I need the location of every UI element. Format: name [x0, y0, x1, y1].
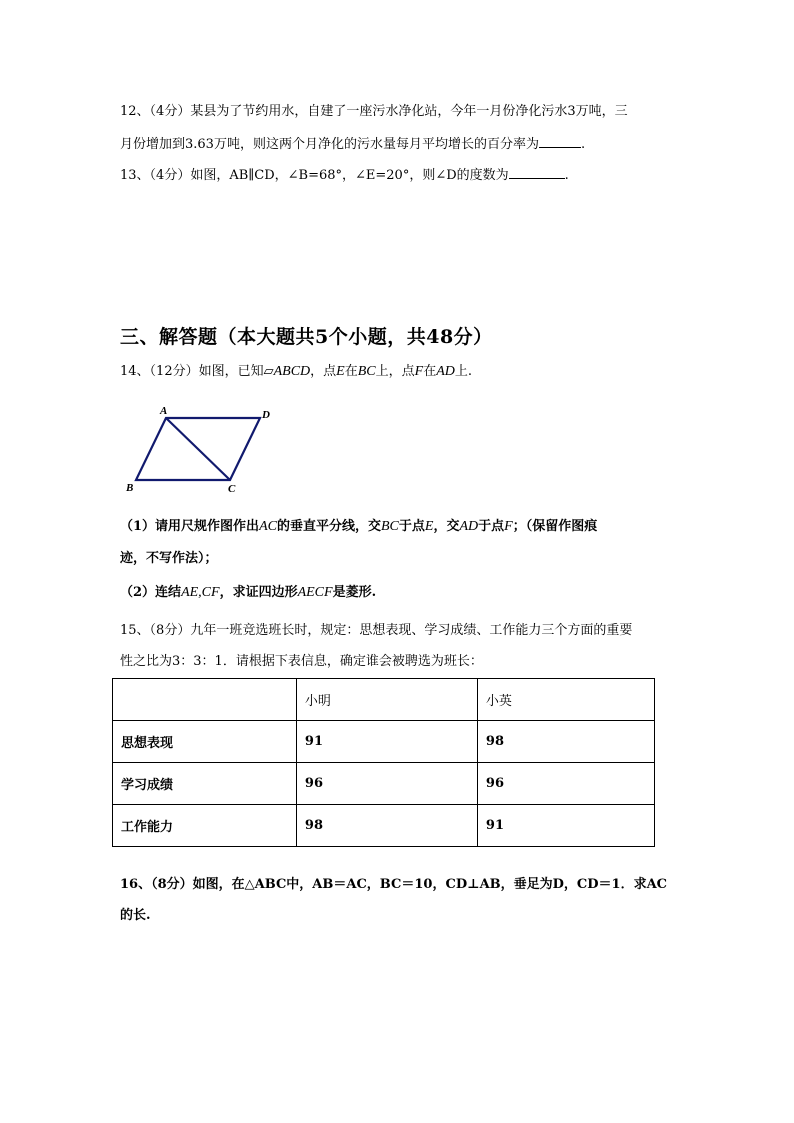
q14-point-e: E — [336, 364, 345, 379]
label-b: B — [126, 482, 134, 494]
q14-part1-line1 — [120, 517, 597, 537]
parallelogram-svg — [120, 400, 290, 500]
q14-segment-ad: AD — [436, 364, 455, 379]
table-row — [113, 805, 655, 847]
table-header-row — [113, 679, 655, 721]
table-cell: 96 — [296, 763, 477, 805]
label-a: A — [160, 405, 168, 417]
q13-end: . — [564, 168, 569, 183]
q15-line1: 15、（8分）九年一班竞选班长时，规定：思想表现、学习成绩、工作能力三个方面的重要 — [120, 623, 633, 638]
table-cell: 98 — [296, 805, 477, 847]
q13-text: 13、（4分）如图，AB∥CD，∠B=68°，∠E=20°，则∠D的度数为 — [120, 168, 509, 183]
table-row — [113, 721, 655, 763]
q14-part1-t3: 于点 — [398, 519, 425, 534]
label-c: C — [228, 483, 236, 495]
q14-mid4: 在 — [423, 364, 437, 379]
q14-part1-t2: 的垂直平分线，交 — [276, 519, 381, 534]
q14-part1-t1: 请用尺规作图作出 — [155, 519, 260, 534]
table-header-cell: 小明 — [296, 679, 477, 721]
q14-part1-e: E — [424, 519, 434, 534]
q14-part1-ad: AD — [459, 519, 479, 534]
q14-part2-t2: ，求证四边形 — [219, 585, 298, 600]
q14-part2-aecf: AECF — [297, 585, 333, 600]
parallelogram-figure — [120, 400, 290, 504]
diagonal-ac — [166, 418, 230, 480]
q14-part2-t1: 连结 — [155, 585, 182, 600]
q12-line2 — [120, 133, 585, 155]
score-table — [112, 678, 655, 847]
q13-line — [120, 164, 569, 186]
q14-part1-t4: ，交 — [433, 519, 460, 534]
table-cell: 91 — [296, 721, 477, 763]
q14-part2-num: （2） — [120, 585, 156, 600]
q14-mid2: 在 — [344, 364, 358, 379]
q15-line2: 性之比为3：3：1．请根据下表信息，确定谁会被聘选为班长： — [120, 654, 483, 669]
table-cell: 思想表现 — [113, 721, 297, 763]
q12-line1: 12、（4分）某县为了节约用水，自建了一座污水净化站，今年一月份净化污水3万吨，三 — [120, 104, 628, 119]
q14-part1-t6: ；（保留作图痕 — [512, 519, 598, 534]
table-cell: 91 — [477, 805, 654, 847]
table-row — [113, 763, 655, 805]
table-header-cell — [113, 679, 297, 721]
parallelogram-symbol: ▱ — [263, 364, 274, 379]
q14-part1-t5: 于点 — [478, 519, 505, 534]
table-cell: 工作能力 — [113, 805, 297, 847]
q14-part1-num: （1） — [120, 519, 156, 534]
table-cell: 98 — [477, 721, 654, 763]
q16-line1: 16、（8分）如图，在△ABC中，AB＝AC，BC＝10，CD⊥AB，垂足为D，CD＝1．求AC — [120, 877, 668, 892]
table-cell: 学习成绩 — [113, 763, 297, 805]
q12-answer-blank[interactable] — [539, 133, 581, 148]
label-d: D — [262, 409, 270, 421]
q13-answer-blank[interactable] — [509, 164, 565, 179]
q14-prefix: 14、（12分）如图，已知 — [120, 364, 264, 379]
q16-line2: 的长. — [120, 908, 151, 923]
q14-part1-f: F — [504, 519, 513, 534]
q14-segment-bc: BC — [357, 364, 376, 379]
section-heading: 三、解答题（本大题共5个小题，共48分） — [120, 326, 493, 348]
q14-mid1: ，点 — [310, 364, 337, 379]
table-header-cell: 小英 — [477, 679, 654, 721]
q12-line2-text: 月份增加到3.63万吨，则这两个月净化的污水量每月平均增长的百分率为 — [120, 137, 539, 152]
table-cell: 96 — [477, 763, 654, 805]
q14-point-f: F — [414, 364, 424, 379]
q14-part2 — [120, 583, 376, 603]
q14-end: 上. — [454, 364, 473, 379]
q14-mid3: 上，点 — [375, 364, 415, 379]
q14-part2-ae-cf: AE,CF — [181, 585, 220, 600]
q12-end: . — [580, 137, 586, 152]
q14-shape: ABCD — [273, 364, 311, 379]
q14-stem — [120, 362, 472, 382]
q14-part1-ac: AC — [259, 519, 277, 534]
q14-part1-line2: 迹，不写作法）； — [120, 551, 218, 566]
q14-part1-bc: BC — [380, 519, 399, 534]
q14-part2-t3: 是菱形. — [332, 585, 377, 600]
